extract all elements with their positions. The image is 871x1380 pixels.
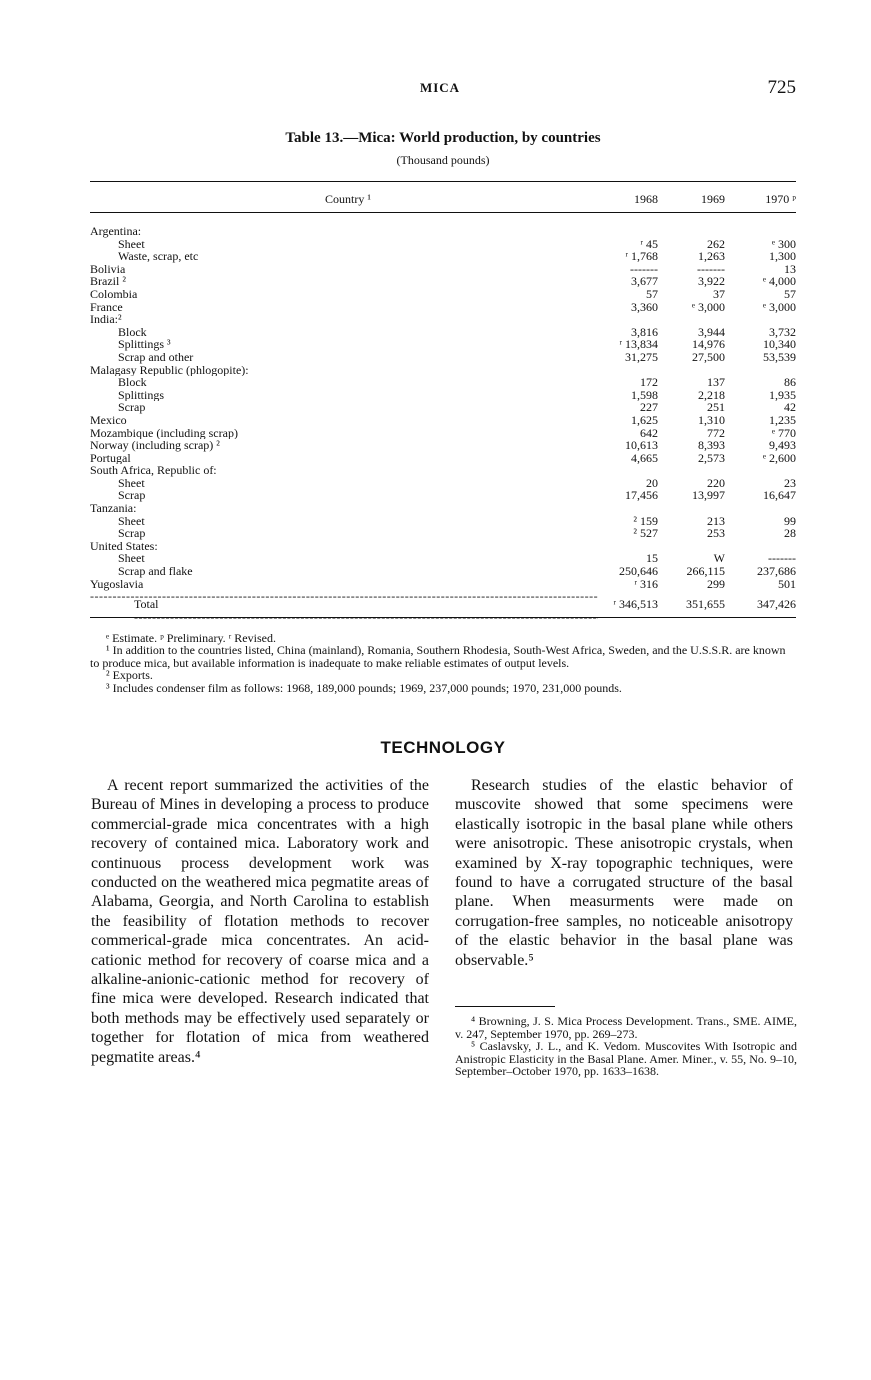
value-1969: 251	[707, 400, 725, 415]
total-1969: 351,655	[686, 597, 725, 612]
footnote-1: ¹ In addition to the countries listed, China (mainland), Romania, Southern Rhodesia, South-West Africa, Sweden, and the U.S.S.R. are known to produce mica, but available information is inadequate to make reliable estimates of output levels.	[90, 643, 786, 670]
value-1968: ʳ 1,768	[625, 249, 658, 264]
value-1968: 3,360	[631, 299, 658, 314]
row-label-text: Malagasy Republic (phlogopite):	[90, 364, 598, 377]
value-1970: 13	[784, 261, 796, 276]
table-row	[90, 452, 796, 465]
value-1968: ʳ 13,834	[619, 337, 658, 352]
right-paragraph: Research studies of the elastic behavior of muscovite showed that some specimens were elastically isotropic in the basal plane while others were anisotropic. These anisotropic crystals, when examined by X-ray topographic techniques, were found to have a corrugated structure of the basal plane. When measurments were made on corrugation-free samples, no noticeable anisotropy of the elastic behavior in the basal plane was observable.⁵	[455, 777, 793, 969]
row-label-text: Block	[118, 326, 598, 339]
value-1970: 28	[784, 526, 796, 541]
row-label-text: Scrap	[118, 527, 598, 540]
value-1969: 27,500	[692, 349, 725, 364]
total-row	[90, 598, 796, 611]
header-1968: 1968	[634, 192, 658, 206]
header-bottom-rule	[90, 212, 796, 213]
table-bottom-rule	[90, 617, 796, 618]
value-1968: 1,625	[631, 412, 658, 427]
value-1970: 42	[784, 400, 796, 415]
table-row	[90, 301, 796, 314]
row-label-text: France	[90, 301, 598, 314]
row-label	[90, 502, 598, 515]
table-row	[90, 477, 796, 490]
row-label-text: Bolivia	[90, 263, 598, 276]
value-1968: 31,275	[625, 349, 658, 364]
value-1970: ᵉ 300	[771, 236, 796, 251]
reference-note-4: ⁴ Browning, J. S. Mica Process Development. Trans., SME. AIME, v. 247, September 1970, pp. 269–273.	[455, 1014, 797, 1041]
table-row	[90, 364, 796, 377]
row-label-text: Sheet	[118, 515, 598, 528]
table-row	[90, 250, 796, 263]
reference-note-5: ⁵ Caslavsky, J. L., and K. Vedom. Muscovites With Isotropic and Anistropic Elasticity in the Basal Plane. Amer. Miner., v. 55, No. 9–10, September–October 1970, pp. 1633–1638.	[455, 1039, 797, 1078]
value-1969: 3,944	[698, 324, 725, 339]
value-1969: 137	[707, 375, 725, 390]
header-country: Country ¹	[325, 192, 371, 206]
value-1969: 37	[713, 286, 725, 301]
row-label-text: Colombia	[90, 288, 598, 301]
value-1968: 1,598	[631, 387, 658, 402]
table-row	[90, 401, 796, 414]
table-title: Table 13.—Mica: World production, by countries	[285, 130, 601, 146]
header-1970: 1970 ᵖ	[765, 192, 796, 206]
table-row	[90, 578, 796, 591]
table-body	[90, 225, 796, 611]
table-top-rule	[90, 181, 796, 182]
value-1968: 10,613	[625, 438, 658, 453]
table-row	[90, 464, 796, 477]
value-1969: 262	[707, 236, 725, 251]
row-label-text: Block	[118, 376, 598, 389]
value-1970: 237,686	[757, 564, 796, 579]
row-label-text: Yugoslavia	[90, 578, 598, 591]
value-1968: 20	[646, 475, 658, 490]
row-label-text: United States:	[90, 540, 598, 553]
row-label-text: Brazil ²	[90, 275, 598, 288]
row-label-text: Tanzania:	[90, 502, 598, 515]
value-1969: 266,115	[686, 564, 725, 579]
value-1970: ᵉ 4,000	[762, 274, 796, 289]
row-label-text: Scrap and flake	[118, 565, 598, 578]
row-label-text: Splittings	[118, 389, 598, 402]
row-label	[90, 540, 598, 553]
row-label	[90, 225, 598, 238]
table-subtitle: (Thousand pounds)	[396, 153, 490, 167]
value-1970: 57	[784, 286, 796, 301]
value-1969: -------	[697, 261, 725, 276]
table-row	[90, 502, 796, 515]
table-row	[90, 313, 796, 326]
footnote-rule	[455, 1006, 555, 1007]
table-row	[90, 427, 796, 440]
right-column	[455, 776, 793, 970]
table-row	[90, 540, 796, 553]
total-label	[134, 598, 598, 623]
row-label-text: Mozambique (including scrap)	[90, 427, 598, 440]
row-label-text: Scrap	[118, 489, 598, 502]
row-label-text: Portugal	[90, 452, 598, 465]
header-1969: 1969	[701, 192, 725, 206]
running-title: MICA	[419, 80, 461, 95]
value-1970: 23	[784, 475, 796, 490]
row-label	[90, 313, 598, 326]
row-label	[90, 464, 598, 477]
value-1969: 2,218	[698, 387, 725, 402]
value-1968: ² 159	[633, 513, 658, 528]
value-1968: 3,816	[631, 324, 658, 339]
value-1968: 15	[646, 551, 658, 566]
section-heading: TECHNOLOGY	[380, 738, 506, 757]
value-1968: ʳ 316	[634, 576, 658, 591]
total-1970: 347,426	[757, 597, 796, 612]
value-1970: 53,539	[763, 349, 796, 364]
row-label-text: Mexico	[90, 414, 598, 427]
row-label-text: Argentina:	[90, 225, 598, 238]
table-row	[90, 376, 796, 389]
total-1968: ʳ 346,513	[613, 597, 658, 612]
value-1970: 1,300	[769, 249, 796, 264]
row-label-text: Sheet	[118, 238, 598, 251]
value-1969: W	[713, 551, 725, 566]
footnote-legend: ᵉ Estimate. ᵖ Preliminary. ʳ Revised.	[106, 631, 276, 645]
value-1970: 16,647	[763, 488, 796, 503]
value-1969: 213	[707, 513, 725, 528]
value-1969: 220	[707, 475, 725, 490]
row-label-text: Norway (including scrap) ²	[90, 439, 598, 452]
value-1968: ʳ 45	[640, 236, 658, 251]
table-row	[90, 351, 796, 364]
value-1969: 8,393	[698, 438, 725, 453]
total-label-text: Total	[134, 598, 598, 611]
table-row	[90, 489, 796, 502]
value-1970: ᵉ 3,000	[762, 299, 796, 314]
table-row	[90, 414, 796, 427]
running-head	[0, 77, 871, 100]
table-row	[90, 338, 796, 351]
value-1969: 772	[707, 425, 725, 440]
value-1970: 9,493	[769, 438, 796, 453]
value-1968: 172	[640, 375, 658, 390]
table-row	[90, 225, 796, 238]
table-row	[90, 288, 796, 301]
value-1968: 642	[640, 425, 658, 440]
left-column	[91, 776, 429, 1067]
value-1969: 13,997	[692, 488, 725, 503]
table-row	[90, 263, 796, 276]
value-1970: ᵉ 770	[771, 425, 796, 440]
value-1969: 2,573	[698, 450, 725, 465]
value-1970: 99	[784, 513, 796, 528]
left-paragraph: A recent report summarized the activities of the Bureau of Mines in developing a process to produce commercial-grade mica concentrates with a high recovery of contained mica. Laboratory work and continuous process development work was conducted on the weathered mica pegmatite areas of Alabama, Georgia, and North Carolina to establish the feasibility of flotation methods to recover commerical-grade mica concentrates. An acid-cationic method for recovery of coarse mica and a alkaline-anionic-cationic method for recovery of fine mica were developed. Research indicated that both methods may be effectively used separately or together for flotation of mica from weathered pegmatite areas.⁴	[91, 777, 429, 1066]
table-row	[90, 439, 796, 452]
value-1970: 1,235	[769, 412, 796, 427]
value-1968: 227	[640, 400, 658, 415]
value-1969: ᵉ 3,000	[691, 299, 725, 314]
row-label-text: Splittings ³	[118, 338, 598, 351]
value-1968: 17,456	[625, 488, 658, 503]
row-label-text: India:²	[90, 313, 598, 326]
row-label-text: Sheet	[118, 552, 598, 565]
reference-notes	[455, 1015, 797, 1078]
value-1970: 86	[784, 375, 796, 390]
footnote-2: ² Exports.	[106, 668, 153, 683]
row-label-text: Sheet	[118, 477, 598, 490]
value-1969: 1,310	[698, 412, 725, 427]
row-label-text: South Africa, Republic of:	[90, 464, 598, 477]
value-1969: 3,922	[698, 274, 725, 289]
row-label-text: Waste, scrap, etc	[118, 250, 598, 263]
value-1968: 4,665	[631, 450, 658, 465]
value-1970: ᵉ 2,600	[762, 450, 796, 465]
value-1968: 3,677	[631, 274, 658, 289]
value-1969: 14,976	[692, 337, 725, 352]
value-1970: 10,340	[763, 337, 796, 352]
table-row	[90, 527, 796, 540]
value-1969: 299	[707, 576, 725, 591]
table-row	[90, 389, 796, 402]
footnote-3: ³ Includes condenser film as follows: 1968, 189,000 pounds; 1969, 237,000 pounds; 1970, 231,000 pounds.	[106, 680, 622, 695]
value-1968: 57	[646, 286, 658, 301]
value-1970: 501	[778, 576, 796, 591]
page-number: 725	[767, 77, 796, 98]
value-1970: -------	[768, 551, 796, 566]
table-row	[90, 565, 796, 578]
value-1969: 253	[707, 526, 725, 541]
value-1970: 1,935	[769, 387, 796, 402]
table-row	[90, 515, 796, 528]
table-footnotes	[90, 632, 796, 694]
value-1968: 250,646	[619, 564, 658, 579]
table-row	[90, 326, 796, 339]
value-1969: 1,263	[698, 249, 725, 264]
row-label-text: Scrap and other	[118, 351, 598, 364]
table-row	[90, 238, 796, 251]
row-label-text: Scrap	[118, 401, 598, 414]
value-1970: 3,732	[769, 324, 796, 339]
row-label	[90, 364, 598, 377]
value-1968: ² 527	[633, 526, 658, 541]
table-row	[90, 275, 796, 288]
value-1968: -------	[630, 261, 658, 276]
